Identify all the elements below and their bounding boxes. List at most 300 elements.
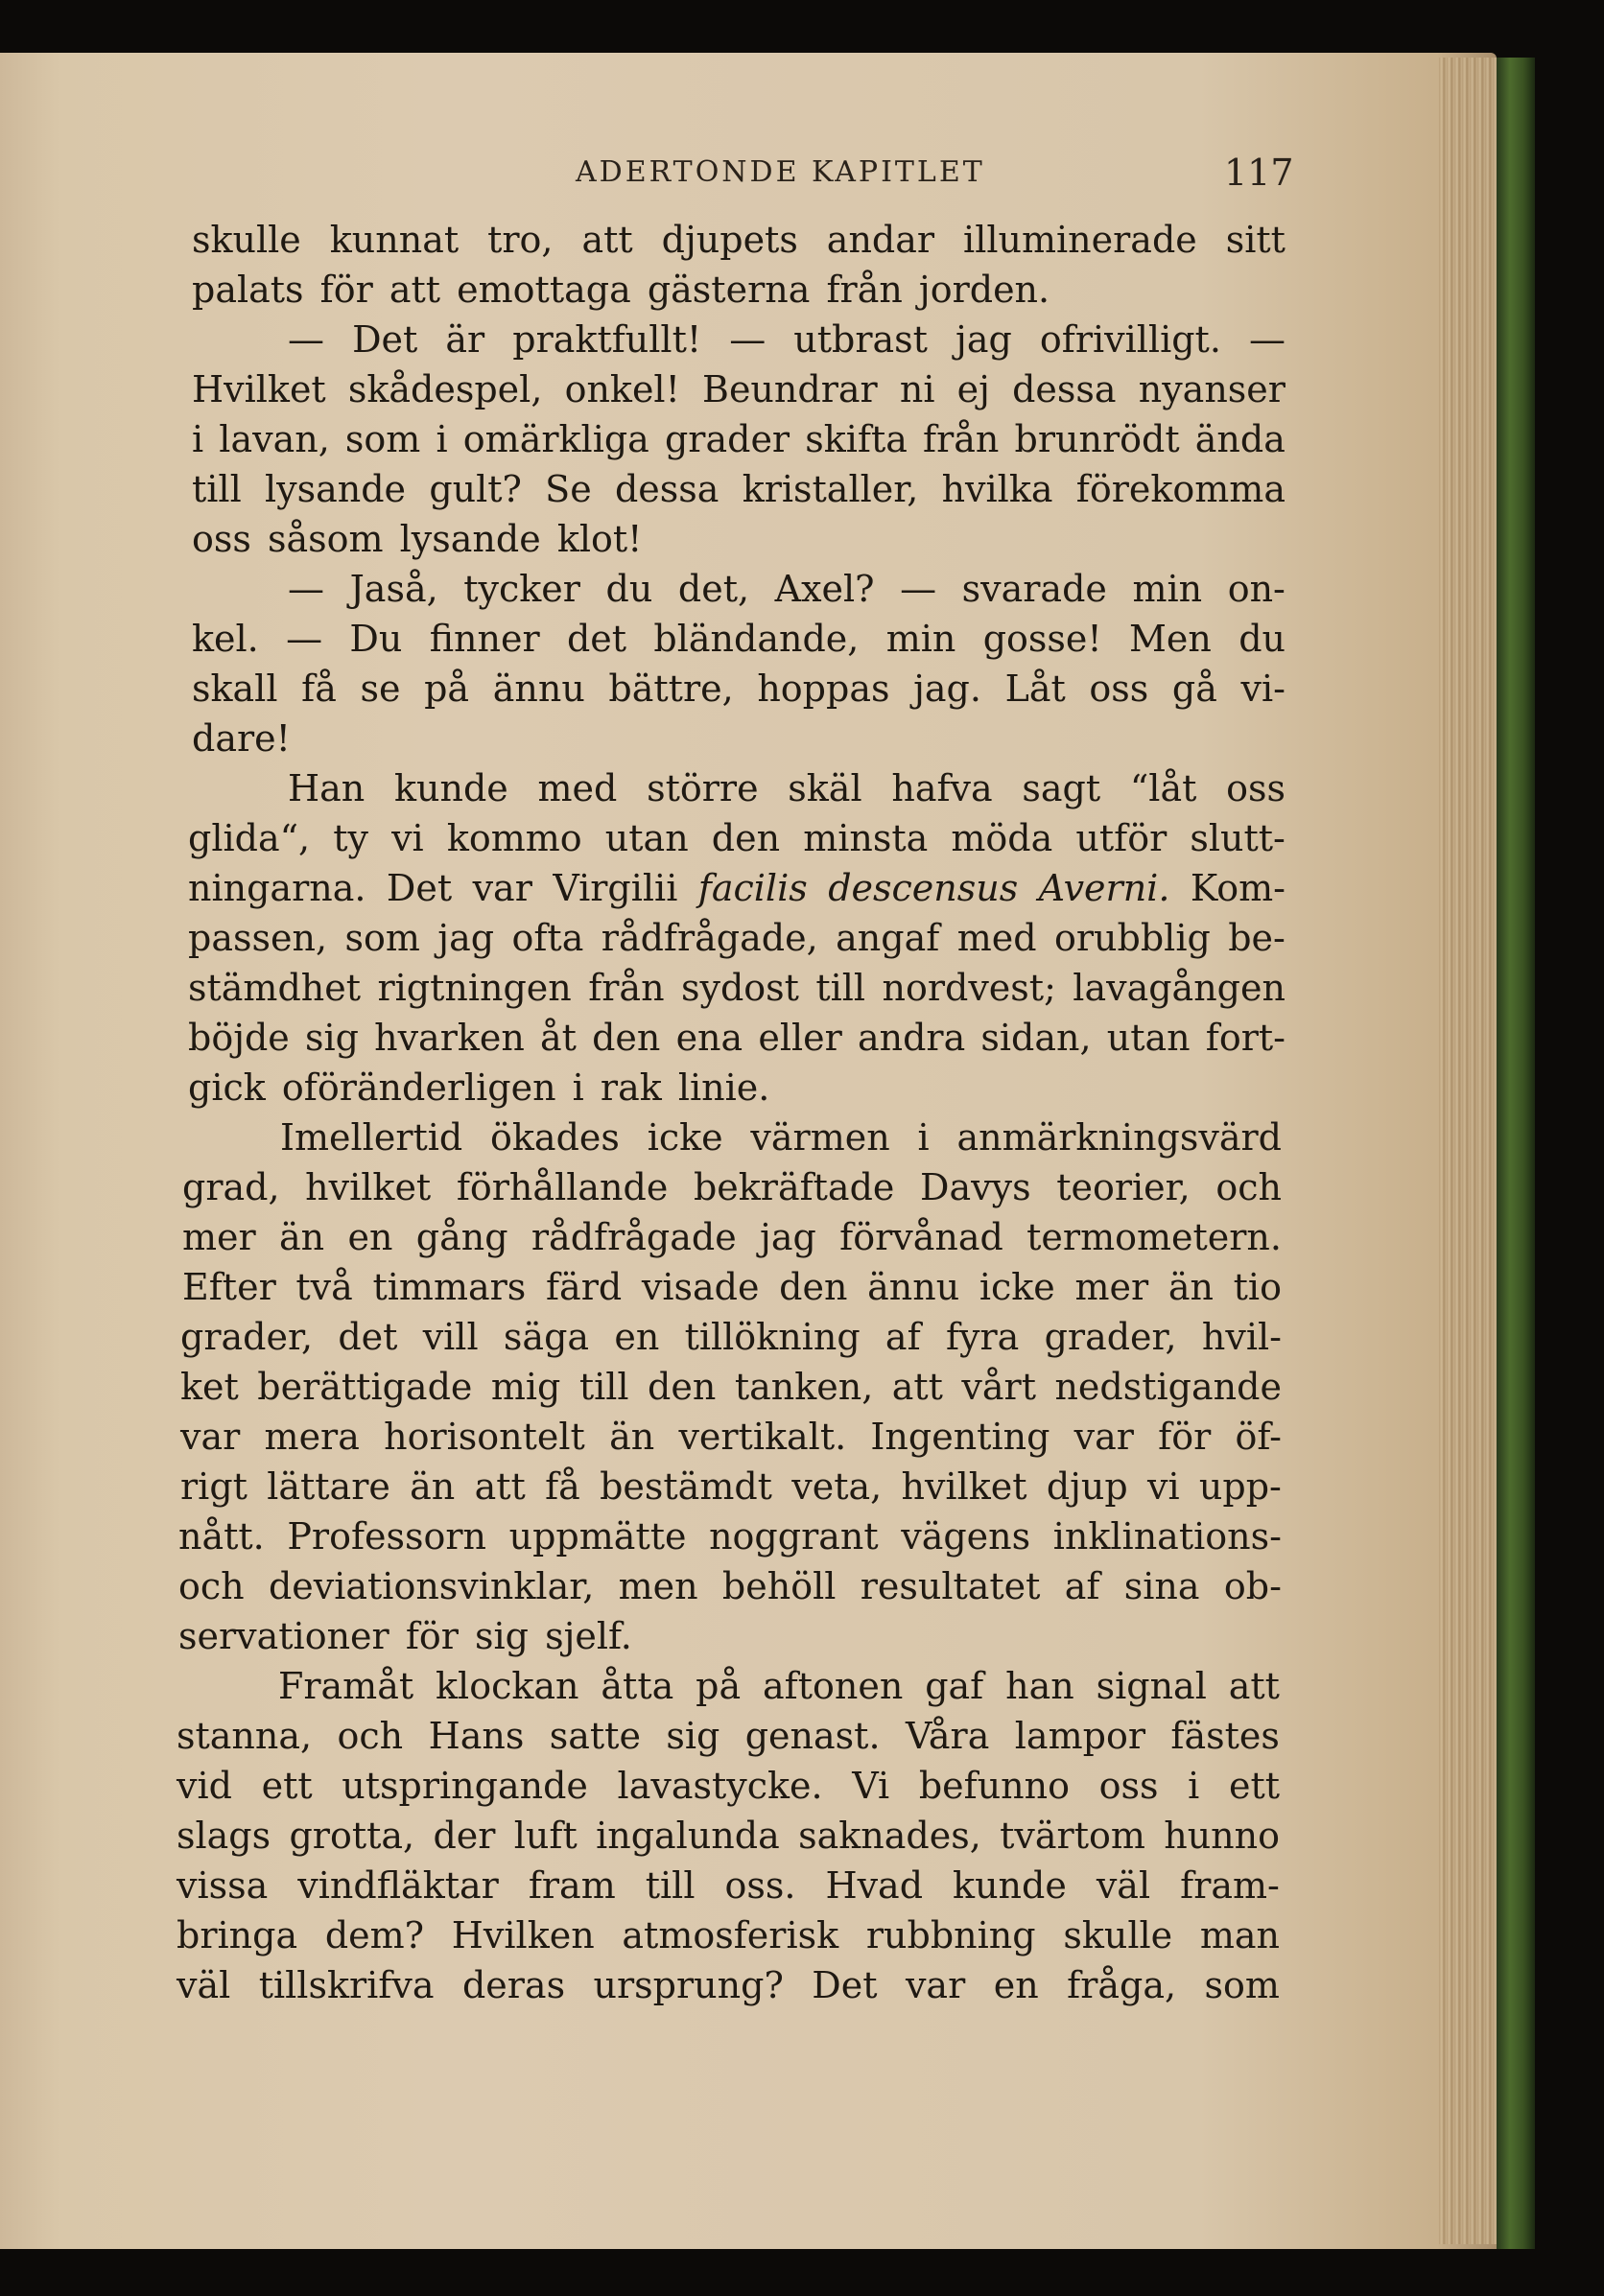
word: den	[711, 817, 781, 859]
word: större	[647, 767, 759, 809]
word: slutt-	[1190, 817, 1286, 859]
word: palats	[192, 269, 304, 311]
word: ena	[675, 1017, 743, 1059]
word: illuminerade	[963, 219, 1197, 261]
word: du	[605, 568, 653, 610]
word: kunnat	[329, 219, 460, 261]
word: nått.	[178, 1515, 265, 1558]
word: “låt	[1129, 767, 1197, 809]
word: grader	[664, 418, 790, 460]
word: ännu	[867, 1266, 960, 1308]
word: klockan	[436, 1665, 579, 1707]
word: —	[286, 618, 323, 660]
word: se	[360, 668, 401, 710]
word: hafva	[891, 767, 993, 809]
word: grad,	[182, 1166, 280, 1208]
word: —	[288, 568, 324, 610]
text-line	[177, 1814, 1280, 1858]
word: gästerna	[647, 269, 811, 311]
word: —	[729, 318, 767, 361]
word: Du	[349, 618, 403, 660]
word: orubblig	[1054, 917, 1211, 959]
word: grotta,	[289, 1815, 415, 1857]
word: oss	[1098, 1765, 1159, 1807]
text-line	[180, 1464, 1282, 1509]
word: skall	[192, 668, 278, 710]
word: Professorn	[287, 1515, 487, 1558]
word: att	[474, 1465, 526, 1508]
word: i	[436, 418, 448, 460]
running-head: ADERTONDE KAPITLET	[576, 155, 985, 189]
word: svarade	[961, 568, 1107, 610]
word: aftonen	[763, 1665, 904, 1707]
word: hvil-	[1201, 1316, 1282, 1358]
word: vi-	[1240, 668, 1286, 710]
word: oss.	[724, 1864, 796, 1907]
word: befunno	[918, 1765, 1070, 1807]
word: för	[319, 269, 373, 311]
word: der	[433, 1815, 496, 1857]
word: servationer	[178, 1615, 389, 1657]
word: rak	[600, 1066, 662, 1109]
word: Ingenting	[870, 1416, 1050, 1458]
word: vertikalt.	[678, 1416, 847, 1458]
word: onkel!	[564, 368, 680, 410]
word: tillökning	[684, 1316, 861, 1358]
word: ett	[261, 1765, 313, 1807]
word: satte	[549, 1715, 641, 1757]
word: oss	[1089, 668, 1149, 710]
word: utbrast	[793, 318, 928, 361]
word: från	[588, 967, 665, 1009]
word: ofta	[511, 917, 584, 959]
text-line	[188, 1016, 1286, 1060]
word: descensus	[828, 867, 1019, 909]
word: fyra	[945, 1316, 1020, 1358]
word: rubbning	[865, 1914, 1036, 1956]
word: Framåt	[278, 1665, 414, 1707]
text-line	[188, 966, 1286, 1010]
word: oss	[192, 518, 251, 560]
word: timmars	[372, 1266, 527, 1308]
text-line	[192, 417, 1286, 461]
word: som	[1204, 1964, 1280, 2006]
text-line	[177, 1764, 1280, 1808]
word: möda	[951, 817, 1053, 859]
word: Davys	[920, 1166, 1031, 1208]
word: sina	[1123, 1565, 1200, 1607]
word: grader,	[180, 1316, 314, 1358]
text-line	[188, 866, 1286, 910]
text-line	[192, 218, 1286, 262]
word: hunno	[1164, 1815, 1280, 1857]
word: kel.	[192, 618, 259, 660]
word: grader,	[1044, 1316, 1177, 1358]
text-line	[188, 816, 1286, 860]
word: lavagången	[1073, 967, 1286, 1009]
word: praktfullt!	[512, 318, 702, 361]
word: dessa	[614, 468, 719, 510]
word: till	[645, 1864, 696, 1907]
word: hoppas	[757, 668, 890, 710]
word: mer	[182, 1216, 256, 1258]
word: Hvilken	[451, 1914, 595, 1956]
text-line	[288, 317, 1286, 362]
word: rigtningen	[377, 967, 572, 1009]
word: jag	[760, 1216, 816, 1258]
word: mera	[264, 1416, 360, 1458]
text-line	[177, 1963, 1280, 2007]
word: förvånad	[839, 1216, 1003, 1258]
text-line	[180, 1365, 1282, 1409]
word: lättare	[267, 1465, 390, 1508]
word: att	[891, 1366, 943, 1408]
word: på	[696, 1665, 742, 1707]
word: vårt	[961, 1366, 1036, 1408]
word: Våra	[905, 1715, 990, 1757]
text-line	[188, 1066, 773, 1110]
word: kunde	[394, 767, 508, 809]
word: och	[178, 1565, 245, 1607]
word: var	[472, 867, 532, 909]
word: utan	[604, 817, 689, 859]
word: mig	[490, 1366, 561, 1408]
word: Kom-	[1190, 867, 1286, 909]
word: oss	[1226, 767, 1286, 809]
word: anmärkningsvärd	[956, 1116, 1282, 1159]
word: veta,	[791, 1465, 883, 1508]
word: berättigade	[257, 1366, 473, 1408]
word: det,	[677, 568, 750, 610]
word: atmosferisk	[622, 1914, 839, 1956]
word: klot!	[556, 518, 643, 560]
word: än	[410, 1465, 456, 1508]
word: Vi	[852, 1765, 890, 1807]
word: skifta	[805, 418, 908, 460]
word: —	[900, 568, 937, 610]
word: oföränderligen	[281, 1066, 556, 1109]
word: stämdhet	[188, 967, 362, 1009]
word: väl	[1096, 1864, 1151, 1907]
word: bringa	[177, 1914, 298, 1956]
word: sig	[304, 1017, 359, 1059]
word: lampor	[1014, 1715, 1145, 1757]
word: mer	[1074, 1266, 1149, 1308]
word: rådfrågade,	[601, 917, 818, 959]
word: lysande	[399, 518, 541, 560]
word: Jaså,	[349, 568, 438, 610]
word: tanken,	[734, 1366, 874, 1408]
word: till	[578, 1366, 629, 1408]
word: noggrant	[709, 1515, 879, 1558]
word: rådfrågade	[531, 1216, 737, 1258]
word: Låt	[1004, 668, 1066, 710]
word: säga	[503, 1316, 590, 1358]
word: ett	[1228, 1765, 1280, 1807]
word: ket	[180, 1366, 239, 1408]
word: tillskrifva	[258, 1964, 435, 2006]
word: linie.	[677, 1066, 770, 1109]
word: deras	[461, 1964, 566, 2006]
text-line	[288, 766, 1286, 810]
word: färd	[545, 1266, 623, 1308]
word: uppmätte	[508, 1515, 687, 1558]
word: vi	[1147, 1465, 1180, 1508]
word: af	[885, 1316, 921, 1358]
word: hvarken	[374, 1017, 525, 1059]
text-line	[280, 1115, 1282, 1160]
word: nordvest;	[882, 967, 1056, 1009]
word: ob-	[1223, 1565, 1282, 1607]
word: i	[192, 418, 204, 460]
word: att	[581, 219, 633, 261]
word: är	[445, 318, 485, 361]
text-line	[192, 667, 1286, 711]
word: —	[1248, 318, 1286, 361]
word: nedstigande	[1054, 1366, 1282, 1408]
word: —	[288, 318, 324, 361]
word: sig	[666, 1715, 720, 1757]
word: Hans	[428, 1715, 525, 1757]
word: få	[301, 668, 337, 710]
word: kommo	[446, 817, 582, 859]
word: ursprung?	[593, 1964, 784, 2006]
word: angaf	[836, 917, 940, 959]
word: Se	[545, 468, 592, 510]
word: andar	[826, 219, 935, 261]
word: tio	[1233, 1266, 1282, 1308]
word: ökades	[490, 1116, 620, 1159]
word: ej	[956, 368, 990, 410]
word: slags	[177, 1815, 271, 1857]
word: den	[779, 1266, 848, 1308]
word: en	[614, 1316, 660, 1358]
text-line	[192, 467, 1286, 511]
word: on-	[1227, 568, 1286, 610]
word: resultatet	[860, 1565, 1041, 1607]
word: hvilka	[941, 468, 1053, 510]
word: teorier,	[1056, 1166, 1191, 1208]
word: sydost	[680, 967, 799, 1009]
word: genast.	[744, 1715, 881, 1757]
word: Efter	[182, 1266, 276, 1308]
word: gång	[415, 1216, 508, 1258]
word: fråga,	[1067, 1964, 1177, 2006]
text-line	[288, 567, 1286, 611]
word: den	[592, 1017, 661, 1059]
word: två	[295, 1266, 353, 1308]
word: vill	[422, 1316, 479, 1358]
word: emottaga	[457, 269, 631, 311]
word: i	[572, 1066, 584, 1109]
word: till	[192, 468, 242, 510]
word: ningarna.	[188, 867, 366, 909]
word: väl	[177, 1964, 231, 2006]
word: inklinations-	[1052, 1515, 1282, 1558]
word: det	[338, 1316, 398, 1358]
word: förhållande	[456, 1166, 669, 1208]
word: minsta	[803, 817, 929, 859]
word: fort-	[1205, 1017, 1286, 1059]
word: gå	[1171, 668, 1217, 710]
text-line	[192, 617, 1286, 661]
word: termometern.	[1026, 1216, 1282, 1258]
word: be-	[1228, 917, 1286, 959]
word: icke	[647, 1116, 723, 1159]
word: fram-	[1180, 1864, 1280, 1907]
word: utan	[1106, 1017, 1191, 1059]
word: fram	[528, 1864, 616, 1907]
word: kunde	[953, 1864, 1067, 1907]
word: öf-	[1235, 1416, 1282, 1458]
word: hvilket	[901, 1465, 1027, 1508]
text-line	[182, 1265, 1282, 1309]
word: åtta	[601, 1665, 674, 1707]
word: det	[566, 618, 627, 660]
word: jag.	[913, 668, 981, 710]
word: som	[344, 917, 420, 959]
word: i	[917, 1116, 930, 1159]
word: för	[405, 1615, 459, 1657]
word: Han	[288, 767, 366, 809]
word: åt	[540, 1017, 577, 1059]
word: för	[1158, 1416, 1212, 1458]
word: signal	[1096, 1665, 1207, 1707]
word: Det	[352, 318, 418, 361]
word: än	[279, 1216, 325, 1258]
word: vissa	[177, 1864, 269, 1907]
word: skulle	[192, 219, 301, 261]
word: vägens	[901, 1515, 1031, 1558]
word: ofrivilligt.	[1039, 318, 1221, 361]
word: luft	[513, 1815, 578, 1857]
word: finner	[429, 618, 540, 660]
word: sjelf.	[545, 1615, 632, 1657]
word: Imellertid	[280, 1116, 463, 1159]
word: skäl	[788, 767, 862, 809]
word: saknades,	[798, 1815, 981, 1857]
word: vindfläktar	[297, 1864, 499, 1907]
word: facilis	[697, 867, 808, 909]
page-number: 117	[1224, 152, 1294, 194]
book-spine	[1497, 58, 1535, 2249]
word: horisontelt	[384, 1416, 585, 1458]
word: hvilket	[305, 1166, 432, 1208]
word: en	[347, 1216, 393, 1258]
word: bestämdt	[600, 1465, 772, 1508]
word: glida“,	[188, 817, 311, 859]
word: eller	[758, 1017, 842, 1059]
word: ända	[1194, 418, 1286, 460]
word: ty	[333, 817, 368, 859]
word: men	[618, 1565, 698, 1607]
word: sitt	[1225, 219, 1286, 261]
word: sagt	[1022, 767, 1101, 809]
word: utför	[1075, 817, 1168, 859]
word: djup	[1046, 1465, 1128, 1508]
word: man	[1199, 1914, 1280, 1956]
word: dem?	[324, 1914, 425, 1956]
word: än	[1168, 1266, 1214, 1308]
word: lavan,	[219, 418, 330, 460]
word: fästes	[1170, 1715, 1280, 1757]
word: på	[424, 668, 470, 710]
word: gult?	[429, 468, 522, 510]
word: bekräftade	[693, 1166, 895, 1208]
word: lysande	[264, 468, 407, 510]
word: rigt	[180, 1465, 248, 1508]
text-line	[180, 1415, 1282, 1459]
word: än	[609, 1416, 655, 1458]
text-line	[180, 1315, 1282, 1359]
word: få	[545, 1465, 580, 1508]
text-line	[177, 1863, 1280, 1908]
word: sig	[475, 1615, 529, 1657]
word: lavastycke.	[617, 1765, 823, 1807]
word: böjde	[188, 1017, 290, 1059]
word: jag	[955, 318, 1012, 361]
word: den	[648, 1366, 717, 1408]
word: värmen	[750, 1116, 890, 1159]
word: var	[180, 1416, 241, 1458]
word: bländande,	[653, 618, 860, 660]
word: du	[1238, 618, 1286, 660]
word: upp-	[1198, 1465, 1282, 1508]
word: behöll	[721, 1565, 837, 1607]
word: vid	[177, 1765, 232, 1807]
word: och	[1215, 1166, 1282, 1208]
word: och	[337, 1715, 404, 1757]
text-line	[278, 1664, 1280, 1708]
word: tro,	[487, 219, 554, 261]
word: med	[537, 767, 618, 809]
text-line	[177, 1714, 1280, 1758]
word: nyanser	[1138, 368, 1286, 410]
word: skulle	[1063, 1914, 1173, 1956]
word: gaf	[925, 1665, 984, 1707]
word: jorden.	[918, 269, 1050, 311]
word: skådespel,	[347, 368, 543, 410]
word: djupets	[661, 219, 798, 261]
text-line	[192, 517, 652, 561]
word: Axel?	[774, 568, 875, 610]
word: från	[826, 269, 903, 311]
word: min	[1132, 568, 1203, 610]
word: visade	[641, 1266, 760, 1308]
word: till	[815, 967, 866, 1009]
word: att	[389, 269, 441, 311]
text-line	[178, 1514, 1282, 1558]
word: passen,	[188, 917, 328, 959]
word: tvärtom	[1000, 1815, 1145, 1857]
word: jag	[437, 917, 495, 959]
word: ingalunda	[596, 1815, 780, 1857]
word: han	[1005, 1665, 1074, 1707]
word: Det	[386, 867, 453, 909]
word: sidan,	[980, 1017, 1092, 1059]
word: att	[1228, 1665, 1280, 1707]
word: af	[1064, 1565, 1100, 1607]
word: Men	[1128, 618, 1212, 660]
word: dessa	[1012, 368, 1117, 410]
word: gick	[188, 1066, 266, 1109]
text-line	[182, 1215, 1282, 1259]
word: tycker	[463, 568, 580, 610]
text-line	[178, 1614, 649, 1658]
text-line	[192, 716, 291, 761]
word: stanna,	[177, 1715, 313, 1757]
text-line	[178, 1564, 1282, 1608]
